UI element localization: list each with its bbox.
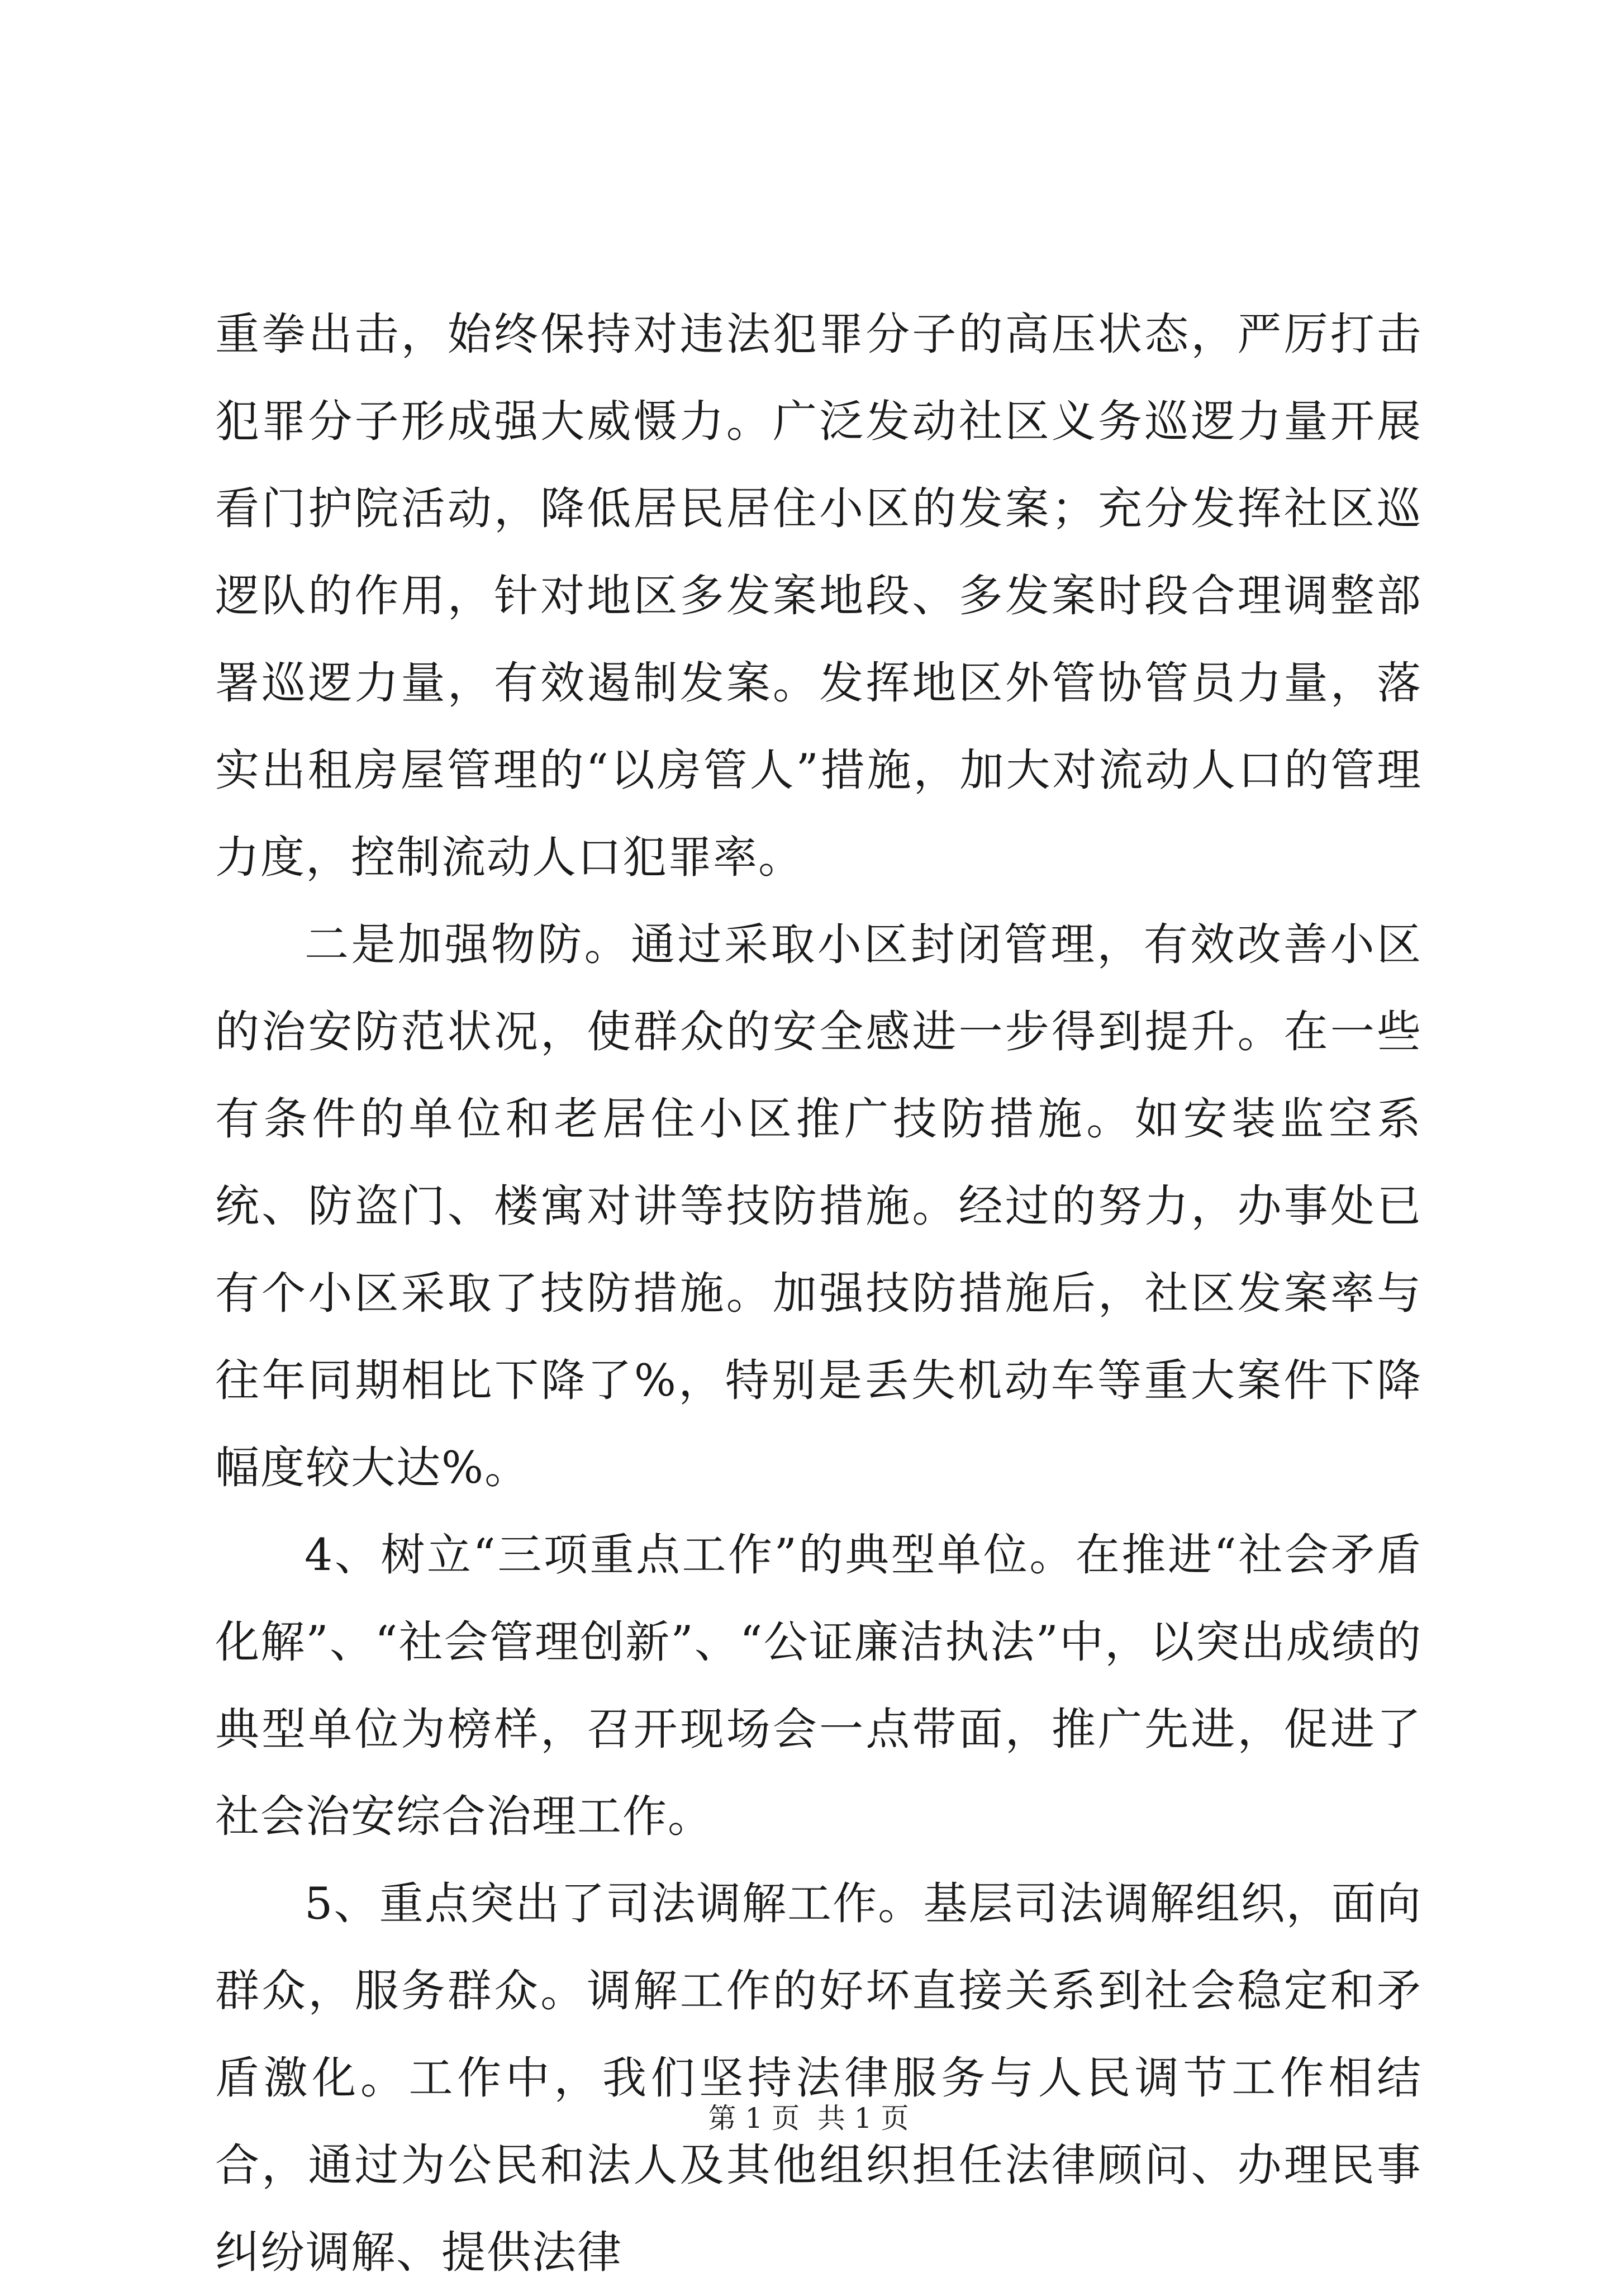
paragraph-2: 二是加强物防。通过采取小区封闭管理，有效改善小区的治安防范状况，使群众的安全感进一步得到提升。在一些有条件的单位和老居住小区推广技防措施。如安装监空系统、防盗门、楼寓对讲等技防措施。经过的努力，办事处已有个小区采取了技防措施。加强技防措施后，社区发案率与往年同期相比下降了%，特别是丢失机动车等重大案件下降幅度较大达%。 <box>215 919 1422 1493</box>
page-number-label: 第 1 页 共 1 页 <box>708 2102 909 2134</box>
paragraph-3: 4、树立“三项重点工作”的典型单位。在推进“社会矛盾化解”、“社会管理创新”、“公证廉洁执法”中，以突出成绩的典型单位为榜样，召开现场会一点带面，推广先进，促进了社会治安综合治理工作。 <box>215 1529 1422 1842</box>
page-footer <box>0 2096 1617 2136</box>
paragraph-4: 5、重点突出了司法调解工作。基层司法调解组织，面向群众，服务群众。调解工作的好坏直接关系到社会稳定和矛盾激化。工作中，我们坚持法律服务与人民调节工作相结合，通过为公民和法人及其他组织担任法律顾问、办理民事纠纷调解、提供法律 <box>215 1878 1422 2278</box>
paragraph-1: 重拳出击，始终保持对违法犯罪分子的高压状态，严厉打击犯罪分子形成强大威慑力。广泛发动社区义务巡逻力量开展看门护院活动，降低居民居住小区的发案；充分发挥社区巡逻队的作用，针对地区多发案地段、多发案时段合理调整部署巡逻力量，有效遏制发案。发挥地区外管协管员力量，落实出租房屋管理的“以房管人”措施，加大对流动人口的管理力度，控制流动人口犯罪率。 <box>215 309 1422 883</box>
document-body <box>215 291 1422 2296</box>
